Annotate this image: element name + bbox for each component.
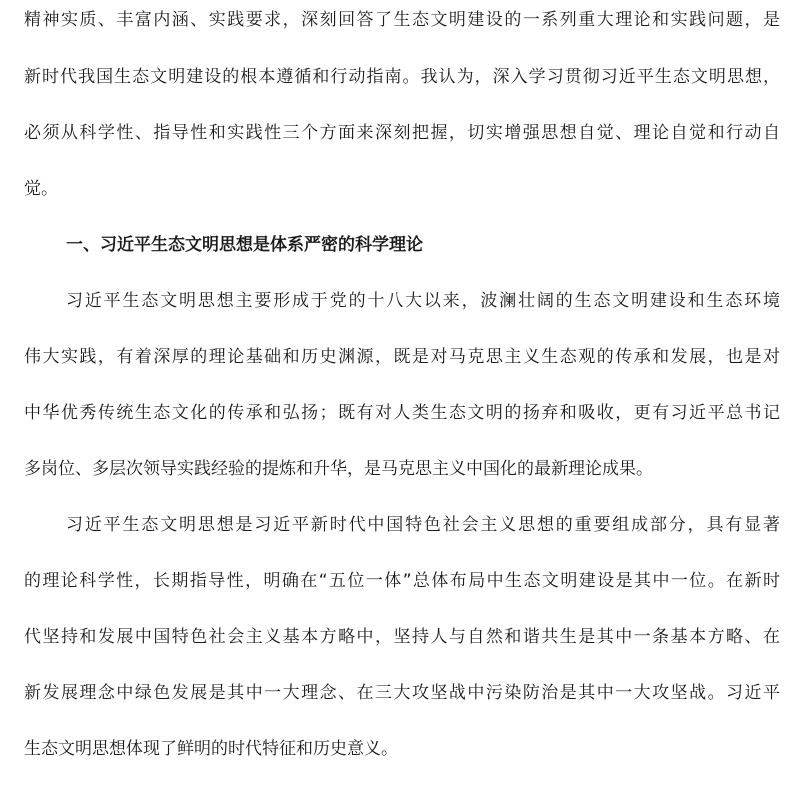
paragraph-2-line-2: 伟大实践，有着深厚的理论基础和历史渊源，既是对马克思主义生态观的传承和发展，也是对 [24, 347, 780, 367]
paragraph-3-line-4: 新发展理念中绿色发展是其中一大理念、在三大攻坚战中污染防治是其中一大攻坚战。习近平 [24, 683, 780, 703]
paragraph-3-line-1: 习近平生态文明思想是习近平新时代中国特色社会主义思想的重要组成部分，具有显著 [66, 515, 780, 535]
paragraph-2-line-4: 多岗位、多层次领导实践经验的提炼和升华，是马克思主义中国化的最新理论成果。 [24, 459, 653, 479]
paragraph-1-line-3: 必须从科学性、指导性和实践性三个方面来深刻把握，切实增强思想自觉、理论自觉和行动自 [24, 123, 780, 143]
paragraph-1-line-2: 新时代我国生态文明建设的根本遵循和行动指南。我认为，深入学习贯彻习近平生态文明思想， [24, 67, 780, 87]
paragraph-3-line-2: 的理论科学性，长期指导性，明确在“五位一体”总体布局中生态文明建设是其中一位。在新时 [24, 571, 780, 591]
paragraph-3-line-5: 生态文明思想体现了鲜明的时代特征和历史意义。 [24, 739, 398, 759]
paragraph-1-line-4: 觉。 [24, 179, 58, 199]
paragraph-1-line-1: 精神实质、丰富内涵、实践要求，深刻回答了生态文明建设的一系列重大理论和实践问题，是 [24, 10, 780, 30]
paragraph-2-line-1: 习近平生态文明思想主要形成于党的十八大以来，波澜壮阔的生态文明建设和生态环境 [66, 291, 780, 311]
paragraph-2-line-3: 中华优秀传统生态文化的传承和弘扬；既有对人类生态文明的扬弃和吸收，更有习近平总书记 [24, 403, 780, 423]
paragraph-3-line-3: 代坚持和发展中国特色社会主义基本方略中，坚持人与自然和谐共生是其中一条基本方略、在 [24, 627, 780, 647]
section-heading: 一、习近平生态文明思想是体系严密的科学理论 [66, 235, 423, 255]
